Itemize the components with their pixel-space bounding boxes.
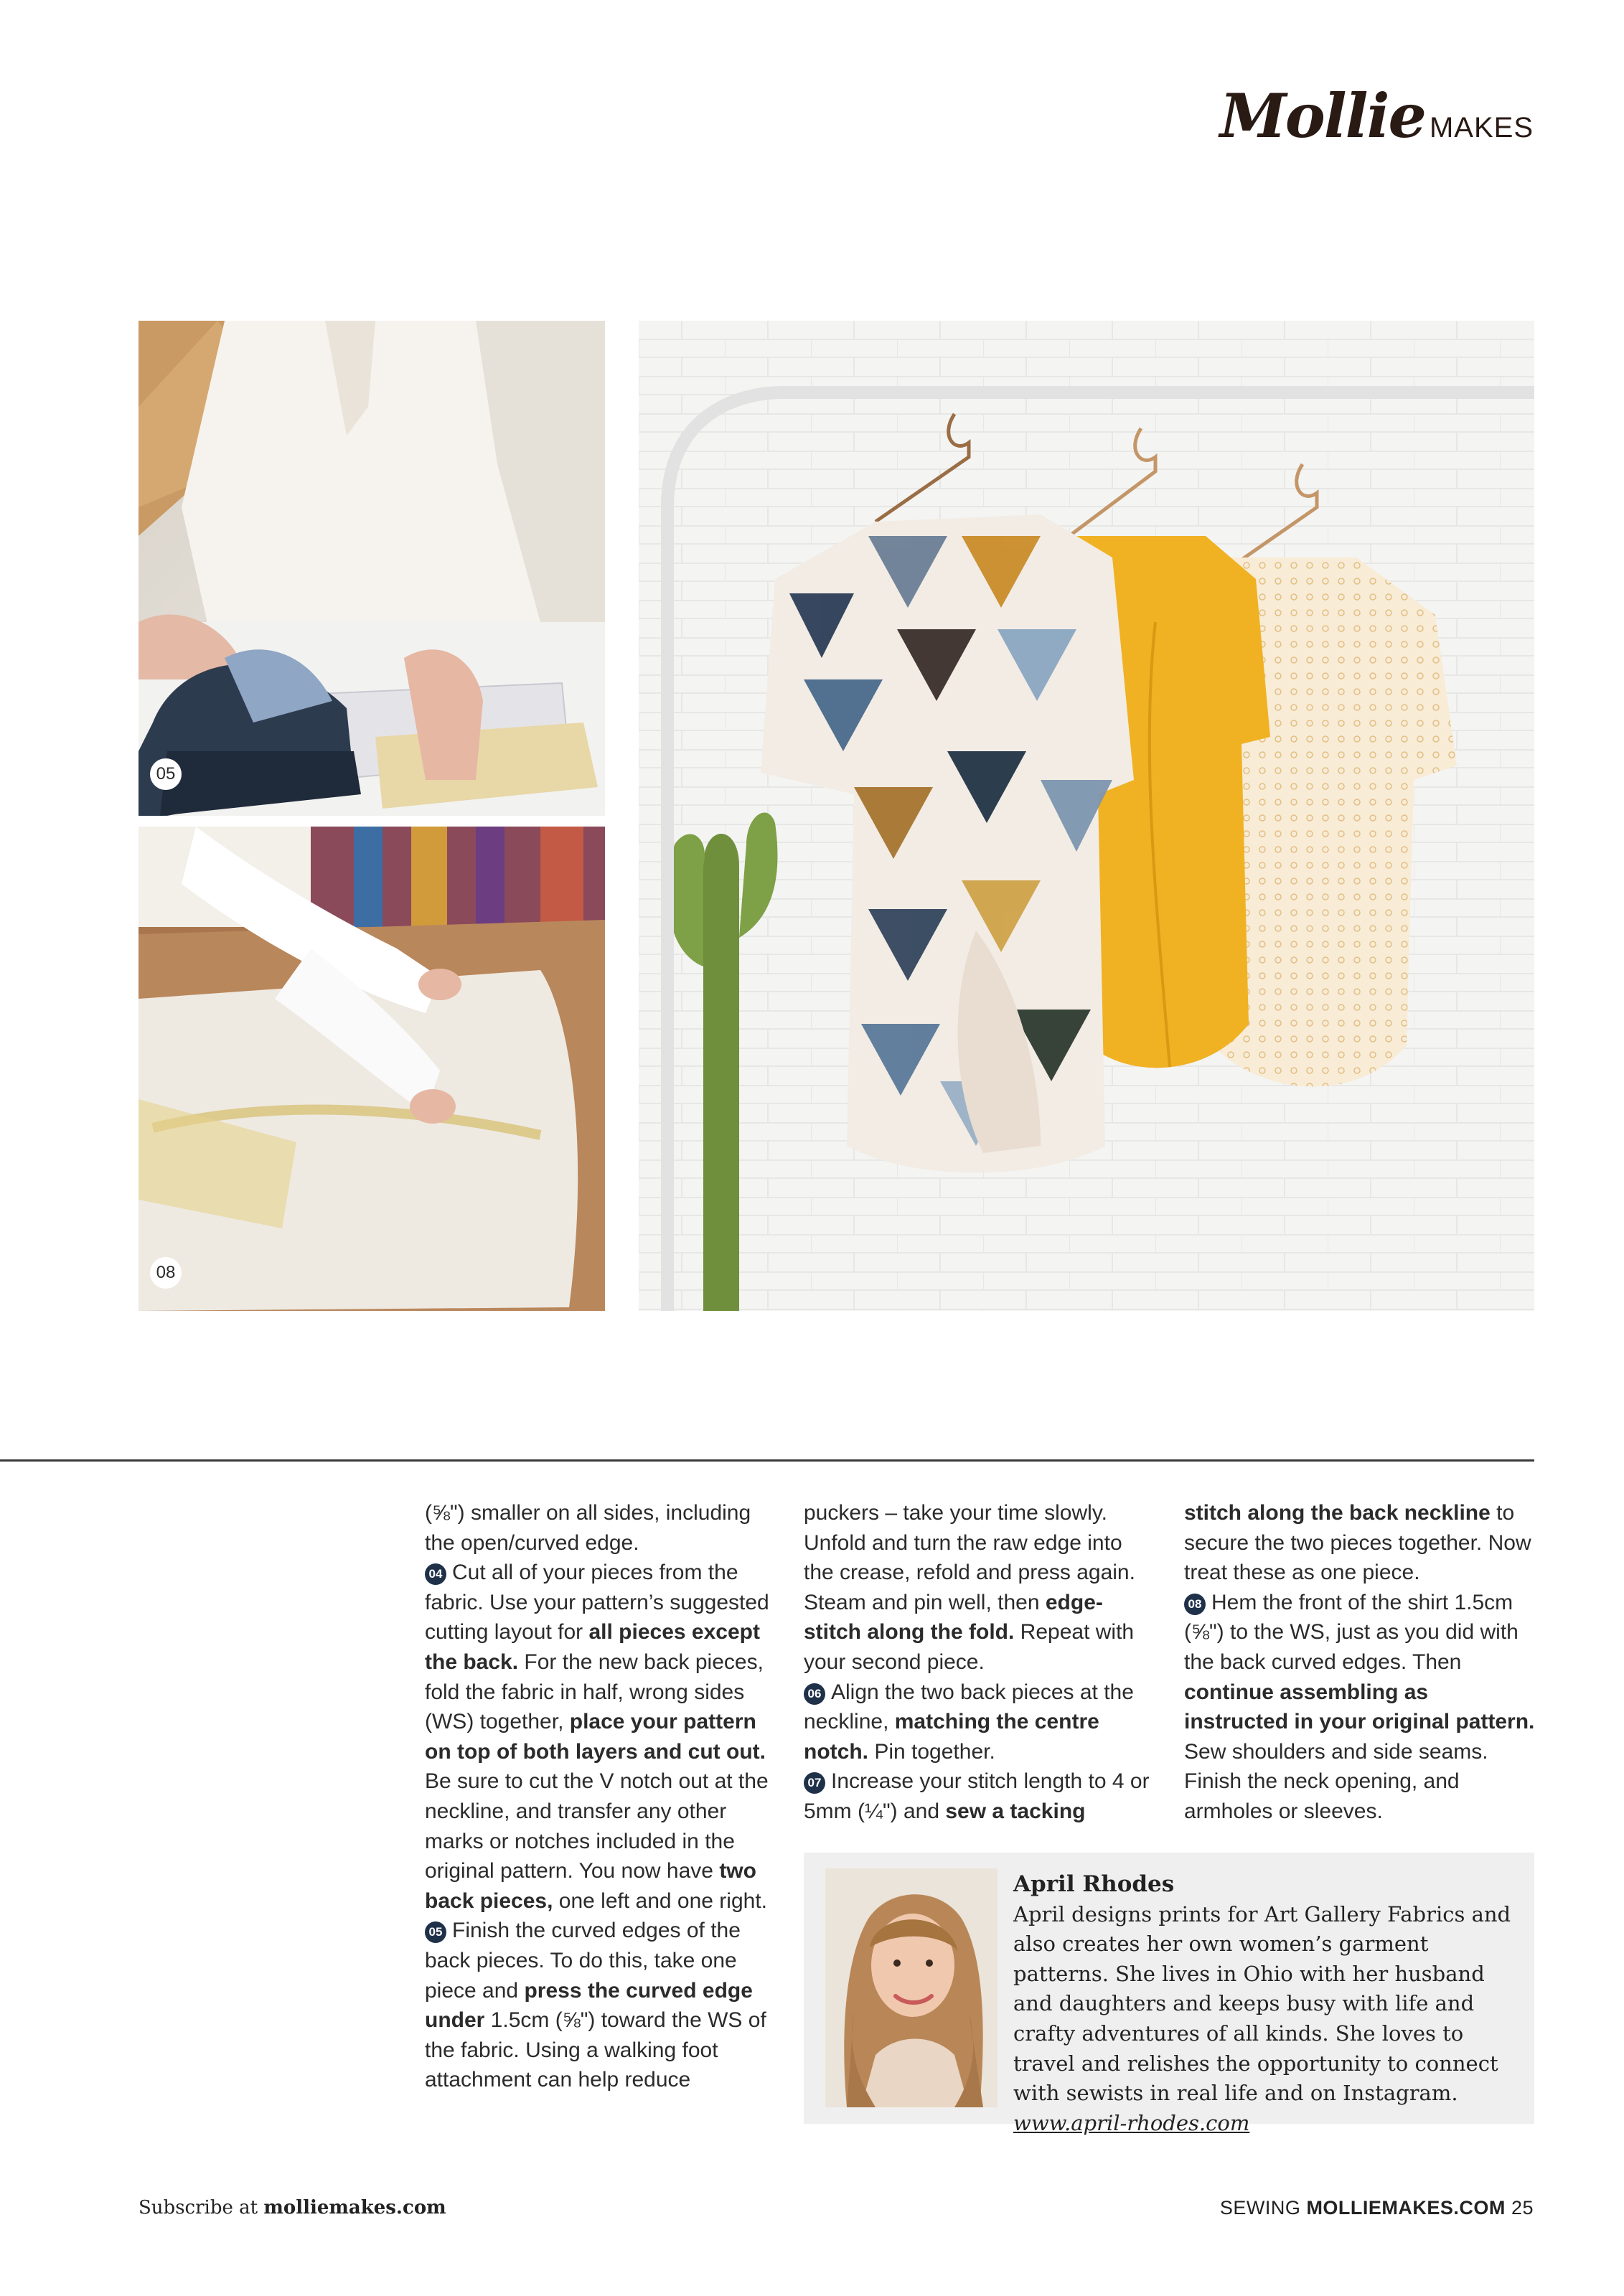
step-number-04: 04 <box>425 1563 446 1585</box>
instructions-column-3 <box>1184 1498 1536 1827</box>
photo-ironing <box>139 321 605 816</box>
instruction-paragraph <box>425 1916 776 2095</box>
step-number-05: 05 <box>425 1921 446 1943</box>
instruction-text: Align the two back pieces at the neckline, <box>804 1680 1134 1734</box>
instruction-text: Pin together. <box>868 1739 995 1764</box>
instructions-column-2 <box>804 1498 1155 1827</box>
bold-instruction: continue assembling as instructed in your original pattern. <box>1184 1680 1535 1734</box>
bold-instruction: all pieces except the back. <box>425 1620 760 1674</box>
step-number-07: 07 <box>804 1772 825 1794</box>
page-number: 25 <box>1511 2197 1534 2219</box>
instruction-text: Be sure to cut the V notch out at the neckline, and transfer any other marks or notches included in the original pattern. You now have <box>425 1769 769 1883</box>
footer-site[interactable]: MOLLIEMAKES.COM <box>1306 2197 1506 2219</box>
footer-section: SEWING <box>1219 2197 1301 2219</box>
instruction-text: to secure the two pieces together. Now treat these as one piece. <box>1184 1501 1531 1585</box>
instruction-text: (⅝") smaller on all sides, including the open/curved edge. <box>425 1501 751 1555</box>
footer-page-info <box>1220 2197 1534 2219</box>
designer-bio-box <box>804 1853 1534 2135</box>
designer-description: April designs prints for Art Gallery Fabrics and also creates her own women’s garment patterns. She lives in Ohio with her husband and daughters and keeps busy with life and crafty adventures of all kinds. She loves to travel and relishes the opportunity to connect with sewists in real life and on Instagram. <box>1013 1901 1511 2106</box>
instruction-paragraph <box>804 1766 1155 1826</box>
footer-subscribe <box>139 2197 446 2219</box>
instruction-text: 1.5cm (⅝") toward the WS of the fabric. Using a walking foot attachment can help reduce <box>425 2008 766 2092</box>
bold-instruction: two back pieces, <box>425 1859 756 1913</box>
instruction-text: Repeat with your second piece. <box>804 1620 1135 1674</box>
instruction-text: Increase your stitch length to 4 or 5mm (¼") and <box>804 1769 1150 1823</box>
instruction-paragraph <box>1184 1498 1536 1588</box>
designer-website-link[interactable]: www.april-rhodes.com <box>1013 2110 1250 2135</box>
instructions-column-1 <box>425 1498 776 2095</box>
footer-subscribe-site[interactable]: molliemakes.com <box>263 2197 446 2219</box>
masthead-logo <box>1219 80 1534 151</box>
masthead-script: Mollie <box>1219 80 1425 151</box>
instruction-text: puckers – take your time slowly. Unfold and turn the raw edge into the crease, refold and press again. Steam and pin well, then <box>804 1501 1135 1614</box>
bold-instruction: edge-stitch along the fold. <box>804 1590 1103 1645</box>
bold-instruction: sew a tacking <box>945 1799 1086 1823</box>
instruction-text: For the new back pieces, fold the fabric in half, wrong sides (WS) together, <box>425 1650 764 1734</box>
instruction-paragraph <box>425 1558 776 1916</box>
section-divider <box>0 1459 1534 1462</box>
photo-garment-rack <box>639 321 1534 1311</box>
instruction-text: Finish the curved edges of the back pieces. To do this, take one piece and <box>425 1919 741 2003</box>
step-badge-08: 08 <box>150 1257 182 1289</box>
instruction-paragraph <box>1184 1588 1536 1827</box>
bold-instruction: matching the centre notch. <box>804 1710 1099 1764</box>
instruction-paragraph <box>425 1498 776 1558</box>
instruction-text: Sew shoulders and side seams. Finish the neck opening, and armholes or sleeves. <box>1184 1739 1488 1823</box>
step-number-06: 06 <box>804 1683 825 1705</box>
step-badge-05: 05 <box>150 758 182 790</box>
instruction-text: Cut all of your pieces from the fabric. Use your pattern’s suggested cutting layout for <box>425 1561 769 1645</box>
instruction-paragraph <box>804 1678 1155 1767</box>
instruction-text: Hem the front of the shirt 1.5cm (⅝") to the WS, just as you did with the back curved edges. Then <box>1184 1590 1519 1674</box>
masthead-caps: MAKES <box>1429 112 1534 144</box>
designer-portrait <box>825 1868 998 2107</box>
designer-name: April Rhodes <box>1013 1871 1175 1897</box>
photo-cutting-fabric <box>139 827 605 1311</box>
step-number-08: 08 <box>1184 1594 1206 1615</box>
footer-subscribe-prefix: Subscribe at <box>139 2197 258 2219</box>
designer-bio-text <box>1013 1870 1516 2138</box>
instruction-text: one left and one right. <box>553 1888 768 1913</box>
bold-instruction: stitch along the back neckline <box>1184 1501 1491 1525</box>
instruction-paragraph <box>804 1498 1155 1678</box>
bold-instruction: place your pattern on top of both layers and cut out. <box>425 1710 766 1764</box>
bold-instruction: press the curved edge under <box>425 1978 753 2033</box>
